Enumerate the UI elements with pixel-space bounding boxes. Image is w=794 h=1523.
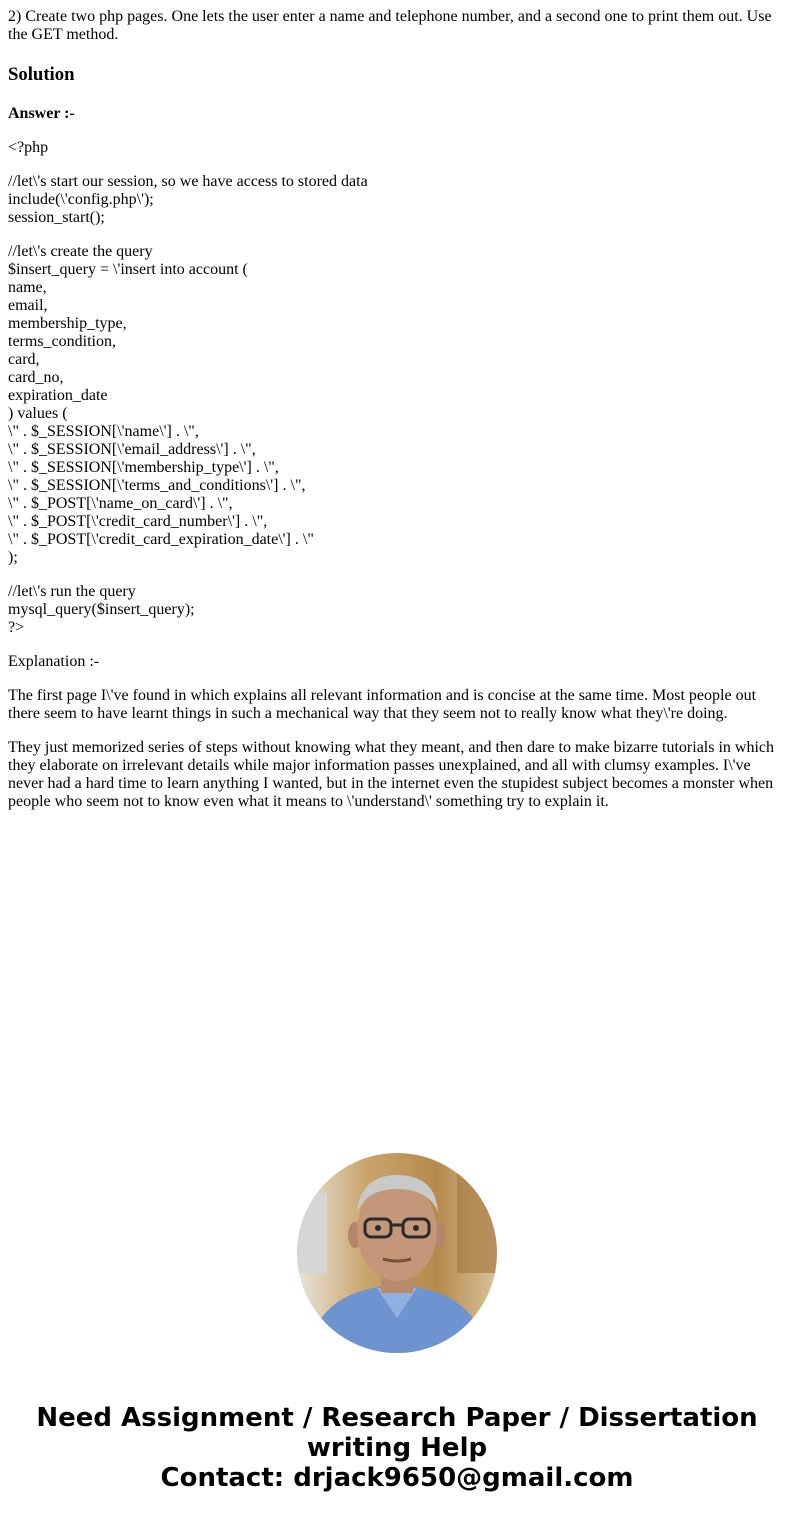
code-line: card_no,: [8, 369, 64, 386]
code-line: \" . $_POST[\'credit_card_expiration_date\'] . \": [8, 531, 314, 548]
code-line: ?>: [8, 619, 25, 636]
contact-banner: [0, 1403, 794, 1493]
code-block-query: [8, 243, 786, 567]
code-line: \" . $_SESSION[\'membership_type\'] . \",: [8, 459, 279, 476]
author-avatar: [297, 1153, 497, 1353]
banner-line-2: writing Help: [306, 1433, 488, 1463]
code-line: name,: [8, 279, 47, 296]
explanation-paragraph-2: They just memorized series of steps without knowing what they meant, and then dare to make bizarre tutorials in which they elaborate on irrelevant details while major information passes unexplained, and all with clumsy examples. I\'ve never had a hard time to learn anything I wanted, but in the internet even the stupidest subject becomes a monster when people who seem not to know even what it means to \'understand\' something try to explain it.: [8, 739, 775, 810]
answer-label: Answer :-: [8, 105, 75, 122]
code-line: //let\'s create the query: [8, 243, 153, 260]
code-line: $insert_query = \'insert into account (: [8, 261, 248, 278]
banner-line-1: Need Assignment / Research Paper / Dissertation: [36, 1403, 758, 1433]
code-line: \" . $_POST[\'name_on_card\'] . \",: [8, 495, 233, 512]
code-line: \" . $_SESSION[\'email_address\'] . \",: [8, 441, 256, 458]
code-line: terms_condition,: [8, 333, 116, 350]
code-open-tag: <?php: [8, 139, 49, 156]
code-line: session_start();: [8, 209, 105, 226]
code-line: \" . $_SESSION[\'name\'] . \",: [8, 423, 199, 440]
code-block-session: [8, 173, 786, 227]
code-line: \" . $_SESSION[\'terms_and_conditions\'] . \",: [8, 477, 306, 494]
document-body: [8, 8, 786, 827]
banner-contact-email: Contact: drjack9650@gmail.com: [160, 1463, 634, 1493]
code-line: );: [8, 549, 18, 566]
code-line: include(\'config.php\');: [8, 191, 154, 208]
solution-heading: Solution: [8, 64, 75, 85]
code-line: //let\'s start our session, so we have access to stored data: [8, 173, 368, 190]
code-line: expiration_date: [8, 387, 108, 404]
code-line: membership_type,: [8, 315, 127, 332]
code-line: //let\'s run the query: [8, 583, 136, 600]
code-line: ) values (: [8, 405, 68, 422]
question-text: 2) Create two php pages. One lets the user enter a name and telephone number, and a second one to print them out. Use the GET method.: [8, 8, 772, 43]
code-block-run: [8, 583, 786, 637]
code-line: mysql_query($insert_query);: [8, 601, 195, 618]
code-line: email,: [8, 297, 48, 314]
explanation-paragraph-1: The first page I\'ve found in which explains all relevant information and is concise at the same time. Most people out there seem to have learnt things in such a mechanical way that they seem not to really know what they\'re doing.: [8, 687, 757, 722]
code-line: card,: [8, 351, 40, 368]
code-line: \" . $_POST[\'credit_card_number\'] . \",: [8, 513, 268, 530]
explanation-label: Explanation :-: [8, 653, 100, 670]
author-portrait-icon: [297, 1153, 497, 1353]
